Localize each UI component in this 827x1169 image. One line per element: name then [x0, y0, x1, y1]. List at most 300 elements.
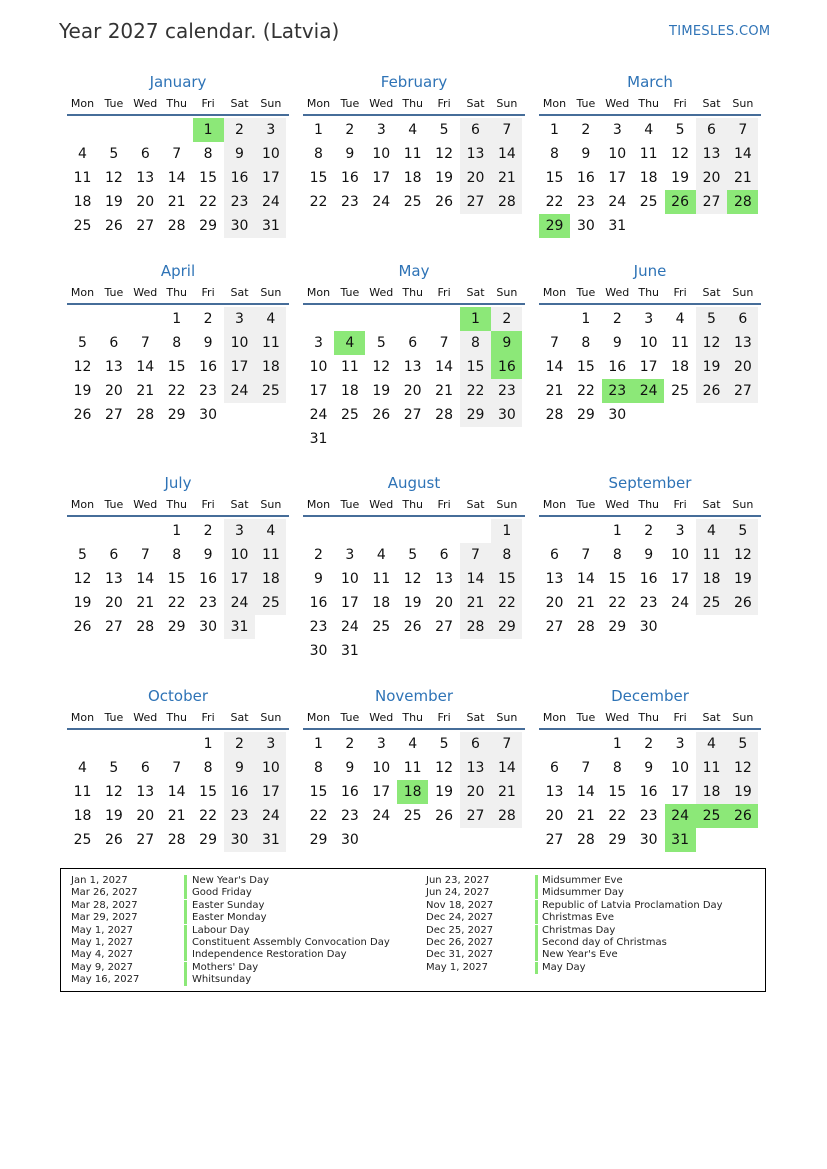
day-cell: 18 — [403, 170, 422, 186]
month-name: October — [147, 687, 209, 705]
weekday-label: Mon — [306, 286, 331, 299]
day-cell: 14 — [727, 142, 758, 166]
day-cell: 20 — [460, 166, 491, 190]
day-cell: 21 — [435, 383, 453, 399]
weekday-label: Fri — [201, 498, 215, 511]
day-cell: 14 — [576, 571, 595, 587]
day-cell: 28 — [136, 619, 155, 635]
holiday-date: May 4, 2027 — [71, 949, 134, 961]
weekday-label: Sat — [466, 498, 485, 511]
day-cell: 2 — [203, 523, 213, 539]
weekday-label: Fri — [201, 97, 215, 110]
day-cell: 23 — [199, 595, 217, 611]
day-cell: 3 — [255, 732, 286, 756]
day-cell: 28 — [435, 407, 453, 423]
day-cell: 3 — [376, 736, 386, 752]
day-cell: 10 — [608, 146, 627, 162]
day-cell: 30 — [224, 828, 255, 852]
day-cell: 6 — [109, 547, 119, 563]
day-cell: 11 — [372, 571, 391, 587]
weekday-label: Sun — [496, 711, 518, 724]
day-cell: 12 — [104, 170, 123, 186]
holiday-date: Dec 25, 2027 — [426, 924, 494, 936]
day-cell: 13 — [460, 142, 491, 166]
day-cell: 13 — [136, 170, 155, 186]
holiday-name: New Year's Eve — [542, 949, 618, 961]
day-cell: 2 — [314, 547, 323, 563]
month-name: March — [627, 73, 673, 91]
holiday-date: May 1, 2027 — [71, 937, 134, 948]
day-cell: 17 — [255, 166, 286, 190]
day-cell: 2 — [345, 736, 355, 752]
weekday-label: Fri — [673, 286, 687, 299]
holiday-day-cell: 1 — [460, 307, 491, 331]
holiday-entry — [61, 937, 761, 949]
day-cell: 12 — [727, 756, 758, 780]
day-cell: 22 — [199, 194, 217, 210]
day-cell: 5 — [439, 736, 449, 752]
day-cell: 22 — [491, 591, 522, 615]
day-cell: 14 — [491, 756, 522, 780]
day-cell: 8 — [491, 543, 522, 567]
weekday-label: Mon — [306, 711, 331, 724]
day-cell: 30 — [199, 619, 217, 635]
day-cell: 15 — [199, 784, 217, 800]
day-cell: 30 — [309, 643, 328, 659]
day-cell: 29 — [167, 407, 186, 423]
weekday-label: Thu — [166, 711, 188, 724]
day-cell: 15 — [491, 567, 522, 591]
day-cell: 24 — [255, 804, 286, 828]
day-cell: 28 — [576, 832, 595, 848]
day-cell: 30 — [340, 832, 359, 848]
day-cell: 23 — [199, 383, 217, 399]
holiday-day-cell: 24 — [665, 804, 696, 828]
weekday-label: Sun — [496, 97, 518, 110]
day-cell: 14 — [136, 359, 155, 375]
day-cell: 24 — [372, 194, 391, 210]
day-cell: 23 — [340, 194, 359, 210]
day-cell: 9 — [581, 146, 591, 162]
holiday-date: May 1, 2027 — [71, 924, 134, 936]
weekday-label: Fri — [673, 711, 687, 724]
day-cell: 21 — [576, 808, 595, 824]
weekday-label: Wed — [133, 711, 158, 724]
weekday-label: Sun — [732, 97, 754, 110]
day-cell: 26 — [696, 379, 727, 403]
weekday-label: Mon — [306, 97, 331, 110]
month-divider — [303, 515, 525, 517]
day-cell: 13 — [460, 756, 491, 780]
day-cell: 14 — [491, 142, 522, 166]
day-cell: 11 — [73, 784, 92, 800]
site-logo-link[interactable]: TIMESLES.COM — [669, 24, 771, 39]
day-cell: 30 — [608, 407, 627, 423]
weekday-label: Mon — [542, 286, 567, 299]
day-cell: 23 — [639, 595, 658, 611]
day-cell: 27 — [460, 804, 491, 828]
day-cell: 26 — [73, 407, 92, 423]
weekday-label: Sat — [230, 498, 249, 511]
day-cell: 19 — [435, 784, 453, 800]
day-cell: 18 — [340, 383, 359, 399]
holiday-date: Jun 23, 2027 — [426, 875, 490, 886]
day-cell: 27 — [460, 190, 491, 214]
day-cell: 3 — [675, 736, 685, 752]
holiday-entry — [61, 925, 761, 937]
day-cell: 16 — [199, 359, 217, 375]
day-cell: 15 — [608, 571, 627, 587]
day-cell: 17 — [372, 784, 391, 800]
weekday-label: Tue — [340, 498, 360, 511]
weekday-label: Sun — [260, 97, 282, 110]
day-cell: 9 — [203, 547, 213, 563]
day-cell: 11 — [403, 760, 422, 776]
day-cell: 24 — [224, 379, 255, 403]
day-cell: 17 — [224, 567, 255, 591]
day-cell: 26 — [727, 591, 758, 615]
holiday-date: Mar 29, 2027 — [71, 912, 138, 924]
day-cell: 16 — [608, 359, 627, 375]
holiday-date: Mar 28, 2027 — [71, 899, 138, 911]
day-cell: 10 — [372, 146, 391, 162]
day-cell: 3 — [675, 523, 685, 539]
day-cell: 5 — [408, 547, 418, 563]
day-cell: 26 — [372, 407, 391, 423]
day-cell: 4 — [696, 519, 727, 543]
day-cell: 1 — [612, 736, 622, 752]
weekday-label: Mon — [70, 498, 95, 511]
weekday-label: Fri — [437, 711, 451, 724]
day-cell: 20 — [696, 166, 727, 190]
day-cell: 19 — [73, 595, 92, 611]
day-cell: 26 — [435, 194, 453, 210]
day-cell: 13 — [545, 571, 564, 587]
day-cell: 30 — [491, 403, 522, 427]
day-cell: 15 — [199, 170, 217, 186]
weekday-label: Wed — [133, 498, 158, 511]
day-cell: 8 — [550, 146, 559, 162]
month-divider — [67, 114, 289, 116]
holiday-date: Dec 26, 2027 — [426, 937, 494, 948]
holiday-marker — [535, 887, 538, 899]
holiday-day-cell: 25 — [696, 804, 727, 828]
holiday-entry — [61, 974, 761, 986]
day-cell: 16 — [199, 571, 217, 587]
holiday-day-cell: 26 — [665, 190, 696, 214]
day-cell: 22 — [167, 383, 186, 399]
holiday-entry — [61, 875, 761, 887]
day-cell: 25 — [340, 407, 359, 423]
holiday-day-cell: 28 — [727, 190, 758, 214]
holiday-entry — [61, 949, 761, 961]
day-cell: 16 — [340, 784, 359, 800]
day-cell: 28 — [491, 804, 522, 828]
day-cell: 13 — [136, 784, 155, 800]
holiday-day-cell: 24 — [633, 379, 664, 403]
day-cell: 1 — [314, 122, 323, 138]
day-cell: 15 — [167, 571, 186, 587]
day-cell: 13 — [403, 359, 422, 375]
month-divider — [67, 515, 289, 517]
holiday-day-cell: 26 — [727, 804, 758, 828]
day-cell: 24 — [224, 591, 255, 615]
day-cell: 10 — [224, 331, 255, 355]
day-cell: 20 — [545, 808, 564, 824]
day-cell: 8 — [314, 760, 323, 776]
day-cell: 12 — [73, 359, 92, 375]
weekday-label: Wed — [369, 286, 394, 299]
day-cell: 9 — [644, 547, 654, 563]
day-cell: 16 — [639, 784, 658, 800]
day-cell: 29 — [460, 403, 491, 427]
day-cell: 8 — [612, 547, 622, 563]
holiday-marker — [184, 974, 187, 986]
holiday-name: Easter Sunday — [192, 899, 265, 911]
day-cell: 7 — [140, 335, 150, 351]
weekday-label: Tue — [576, 97, 596, 110]
day-cell: 6 — [439, 547, 449, 563]
day-cell: 15 — [167, 359, 186, 375]
day-cell: 11 — [671, 335, 689, 351]
holiday-date: Dec 24, 2027 — [426, 912, 494, 924]
holiday-name: Christmas Day — [542, 924, 616, 936]
day-cell: 1 — [203, 736, 213, 752]
day-cell: 29 — [491, 615, 522, 639]
month-divider — [303, 728, 525, 730]
day-cell: 3 — [376, 122, 386, 138]
weekday-label: Sat — [230, 97, 249, 110]
day-cell: 7 — [460, 543, 491, 567]
holiday-name: Midsummer Day — [542, 887, 624, 899]
weekday-label: Tue — [340, 286, 360, 299]
holiday-legend — [60, 868, 766, 992]
day-cell: 1 — [612, 523, 622, 539]
day-cell: 25 — [372, 619, 391, 635]
day-cell: 4 — [408, 736, 418, 752]
day-cell: 14 — [435, 359, 453, 375]
day-cell: 2 — [224, 118, 255, 142]
day-cell: 19 — [104, 194, 123, 210]
day-cell: 18 — [696, 567, 727, 591]
weekday-label: Mon — [542, 97, 567, 110]
holiday-name: Mothers' Day — [192, 961, 259, 973]
holiday-day-cell: 23 — [602, 379, 633, 403]
day-cell: 25 — [73, 832, 92, 848]
day-cell: 1 — [172, 311, 182, 327]
day-cell: 22 — [199, 808, 217, 824]
day-cell: 20 — [104, 595, 123, 611]
month-divider — [303, 303, 525, 305]
holiday-name: Christmas Eve — [542, 912, 614, 924]
day-cell: 24 — [608, 194, 627, 210]
day-cell: 28 — [167, 832, 186, 848]
day-cell: 13 — [696, 142, 727, 166]
day-cell: 5 — [439, 122, 449, 138]
day-cell: 11 — [255, 331, 286, 355]
weekday-label: Wed — [133, 97, 158, 110]
day-cell: 29 — [309, 832, 328, 848]
day-cell: 7 — [439, 335, 449, 351]
weekday-label: Sat — [466, 286, 485, 299]
day-cell: 19 — [727, 567, 758, 591]
day-cell: 10 — [224, 543, 255, 567]
day-cell: 8 — [314, 146, 323, 162]
day-cell: 22 — [608, 595, 627, 611]
holiday-entry — [61, 962, 761, 974]
day-cell: 9 — [314, 571, 323, 587]
day-cell: 21 — [491, 780, 522, 804]
weekday-label: Wed — [369, 97, 394, 110]
day-cell: 11 — [73, 170, 92, 186]
weekday-label: Wed — [605, 711, 630, 724]
holiday-entry — [61, 912, 761, 924]
day-cell: 23 — [576, 194, 595, 210]
day-cell: 30 — [224, 214, 255, 238]
day-cell: 4 — [376, 547, 386, 563]
day-cell: 4 — [78, 146, 87, 162]
holiday-name: Republic of Latvia Proclamation Day — [542, 899, 723, 911]
day-cell: 7 — [727, 118, 758, 142]
day-cell: 23 — [309, 619, 328, 635]
day-cell: 6 — [550, 760, 559, 776]
day-cell: 24 — [671, 595, 689, 611]
day-cell: 6 — [140, 760, 150, 776]
day-cell: 6 — [109, 335, 119, 351]
day-cell: 22 — [309, 808, 328, 824]
day-cell: 5 — [78, 335, 87, 351]
day-cell: 11 — [403, 146, 422, 162]
weekday-label: Wed — [605, 498, 630, 511]
holiday-entry — [61, 900, 761, 912]
day-cell: 12 — [696, 331, 727, 355]
day-cell: 19 — [372, 383, 391, 399]
day-cell: 15 — [608, 784, 627, 800]
day-cell: 14 — [167, 170, 186, 186]
day-cell: 7 — [491, 732, 522, 756]
day-cell: 27 — [435, 619, 453, 635]
day-cell: 8 — [612, 760, 622, 776]
holiday-marker — [535, 912, 538, 924]
day-cell: 16 — [224, 780, 255, 804]
day-cell: 11 — [696, 756, 727, 780]
day-cell: 17 — [224, 355, 255, 379]
weekday-label: Thu — [166, 286, 188, 299]
weekday-label: Sun — [260, 498, 282, 511]
holiday-marker — [535, 962, 538, 974]
weekday-label: Fri — [437, 97, 451, 110]
holiday-day-cell: 18 — [397, 780, 428, 804]
day-cell: 25 — [403, 808, 422, 824]
day-cell: 5 — [376, 335, 386, 351]
day-cell: 29 — [199, 832, 217, 848]
holiday-date: Nov 18, 2027 — [426, 899, 494, 911]
weekday-label: Thu — [638, 498, 660, 511]
day-cell: 4 — [255, 519, 286, 543]
day-cell: 26 — [104, 832, 123, 848]
day-cell: 18 — [73, 808, 92, 824]
day-cell: 8 — [460, 331, 491, 355]
day-cell: 29 — [576, 407, 595, 423]
day-cell: 9 — [224, 756, 255, 780]
day-cell: 12 — [435, 760, 453, 776]
day-cell: 23 — [491, 379, 522, 403]
day-cell: 20 — [136, 808, 155, 824]
day-cell: 28 — [491, 190, 522, 214]
day-cell: 13 — [727, 331, 758, 355]
day-cell: 17 — [309, 383, 328, 399]
day-cell: 9 — [224, 142, 255, 166]
month-name: August — [387, 474, 441, 492]
day-cell: 6 — [727, 307, 758, 331]
month-name: July — [164, 474, 192, 492]
day-cell: 16 — [309, 595, 328, 611]
day-cell: 29 — [608, 832, 627, 848]
day-cell: 22 — [576, 383, 595, 399]
month-divider — [67, 728, 289, 730]
holiday-date: May 9, 2027 — [71, 961, 134, 973]
day-cell: 11 — [639, 146, 658, 162]
day-cell: 22 — [608, 808, 627, 824]
day-cell: 15 — [309, 170, 328, 186]
day-cell: 28 — [136, 407, 155, 423]
weekday-label: Sat — [702, 97, 721, 110]
day-cell: 2 — [644, 523, 654, 539]
day-cell: 28 — [167, 218, 186, 234]
page-title: Year 2027 calendar. (Latvia) — [59, 19, 340, 43]
day-cell: 18 — [372, 595, 391, 611]
day-cell: 24 — [340, 619, 359, 635]
day-cell: 19 — [403, 595, 422, 611]
day-cell: 25 — [403, 194, 422, 210]
day-cell: 27 — [104, 407, 123, 423]
holiday-name: Independence Restoration Day — [192, 949, 347, 961]
holiday-marker — [535, 875, 538, 887]
day-cell: 22 — [309, 194, 328, 210]
weekday-label: Tue — [104, 711, 124, 724]
holiday-name: Labour Day — [192, 924, 250, 936]
month-divider — [539, 303, 761, 305]
day-cell: 4 — [696, 732, 727, 756]
day-cell: 3 — [612, 122, 622, 138]
day-cell: 23 — [639, 808, 658, 824]
day-cell: 15 — [309, 784, 328, 800]
day-cell: 2 — [491, 307, 522, 331]
day-cell: 20 — [435, 595, 453, 611]
day-cell: 27 — [545, 619, 564, 635]
day-cell: 14 — [576, 784, 595, 800]
day-cell: 13 — [435, 571, 453, 587]
day-cell: 24 — [372, 808, 391, 824]
day-cell: 2 — [581, 122, 591, 138]
day-cell: 20 — [460, 780, 491, 804]
day-cell: 27 — [136, 832, 155, 848]
weekday-label: Thu — [166, 498, 188, 511]
day-cell: 22 — [167, 595, 186, 611]
day-cell: 12 — [403, 571, 422, 587]
day-cell: 12 — [104, 784, 123, 800]
day-cell: 16 — [340, 170, 359, 186]
day-cell: 20 — [545, 595, 564, 611]
day-cell: 31 — [309, 431, 328, 447]
weekday-label: Tue — [576, 286, 596, 299]
day-cell: 5 — [78, 547, 87, 563]
weekday-label: Fri — [673, 97, 687, 110]
day-cell: 9 — [644, 760, 654, 776]
weekday-label: Wed — [605, 286, 630, 299]
day-cell: 2 — [203, 311, 213, 327]
day-cell: 20 — [403, 383, 422, 399]
